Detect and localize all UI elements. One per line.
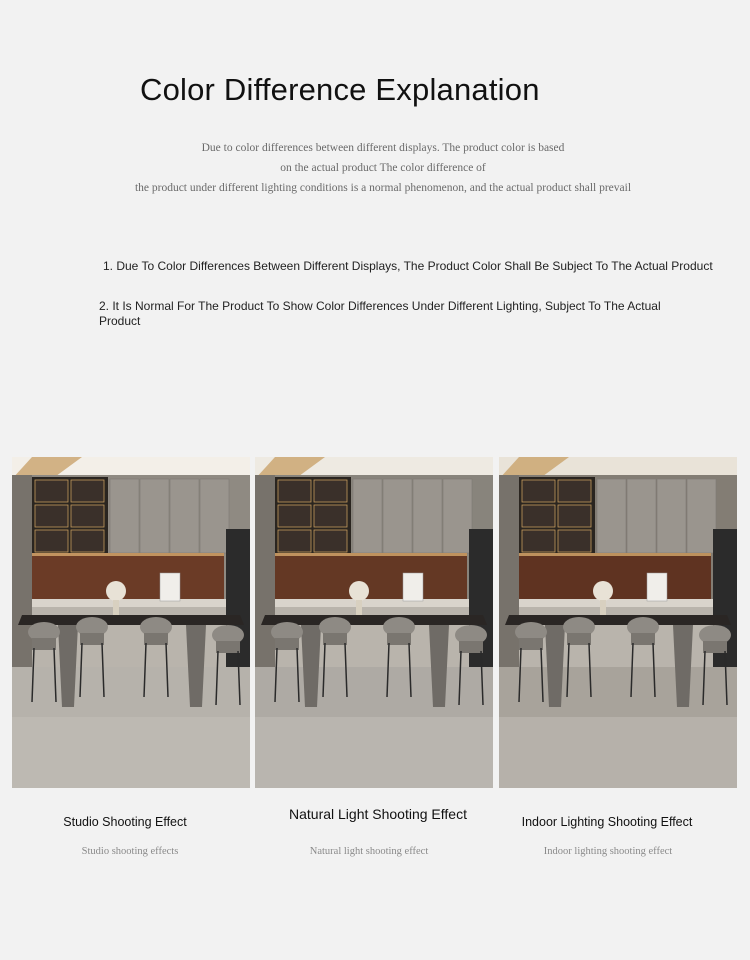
- intro-line: Due to color differences between different displays. The product color is based: [201, 142, 565, 154]
- subcaption-indoor-lighting: Indoor lighting shooting effect: [543, 846, 673, 857]
- intro-line: the product under different lighting conditions is a normal phenomenon, and the actual product shall prevail: [134, 182, 632, 194]
- point-2: 2. It Is Normal For The Product To Show Color Differences Under Different Lighting, Subject To The Actual Product: [99, 299, 661, 328]
- subcaption-studio: Studio shooting effects: [81, 846, 179, 857]
- intro-text: [60, 138, 706, 198]
- subcaption-natural-light: Natural light shooting effect: [309, 846, 429, 857]
- point-1: 1. Due To Color Differences Between Different Displays, The Product Color Shall Be Subject To The Actual Product: [103, 259, 713, 273]
- dining-room-illustration: [255, 457, 493, 788]
- photo-indoor-lighting: [499, 457, 737, 788]
- intro-line: on the actual product The color difference of: [280, 162, 486, 174]
- photo-studio: [12, 457, 250, 788]
- dining-room-illustration: [12, 457, 250, 788]
- dining-room-illustration: [499, 457, 737, 788]
- photo-natural-light: [255, 457, 493, 788]
- page-title: Color Difference Explanation: [140, 72, 540, 107]
- caption-natural-light: Natural Light Shooting Effect: [289, 806, 467, 822]
- caption-studio: Studio Shooting Effect: [63, 815, 187, 829]
- caption-indoor-lighting: Indoor Lighting Shooting Effect: [521, 815, 693, 829]
